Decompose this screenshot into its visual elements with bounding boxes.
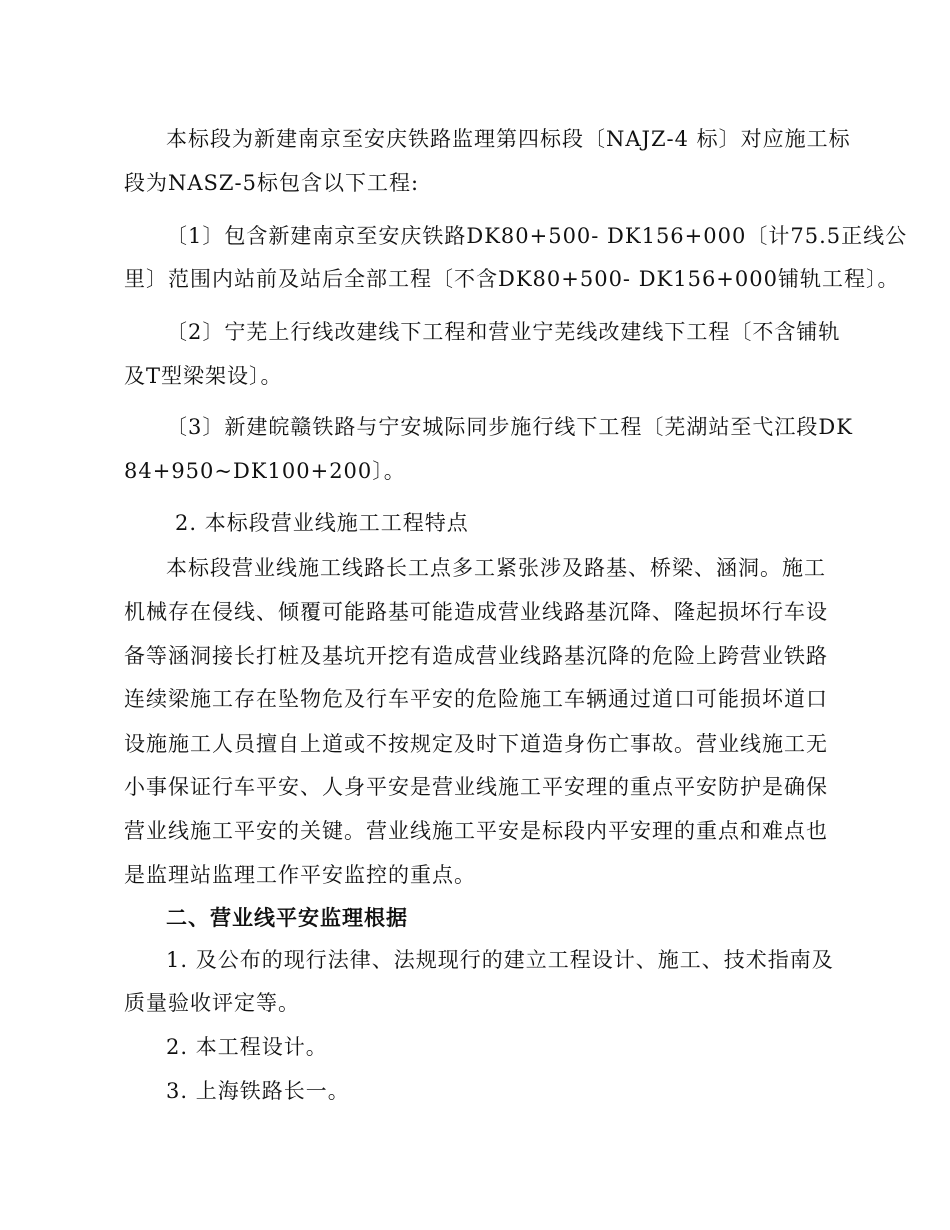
paragraph-line: 段为NASZ-5标包含以下工程: bbox=[124, 171, 420, 195]
list-item-line: 〔2〕宁芜上行线改建线下工程和营业宁芜线改建线下工程〔不含铺轨 bbox=[166, 320, 841, 344]
list-item-line: 及T型梁架设〕。 bbox=[124, 364, 283, 388]
paragraph-line: 设施施工人员擅自上道或不按规定及时下道造身伤亡事故。营业线施工无 bbox=[124, 732, 828, 756]
paragraph-line: 本标段为新建南京至安庆铁路监理第四标段〔NAJZ-4 标〕对应施工标 bbox=[166, 127, 851, 151]
paragraph-line: 是监理站监理工作平安监控的重点。 bbox=[124, 863, 476, 887]
list-item-line: 84+950~DK100+200〕。 bbox=[124, 459, 406, 483]
list-item-line: 里〕范围内站前及站后全部工程〔不含DK80+500- DK156+000铺轨工程〕。 bbox=[124, 267, 900, 291]
list-item-line: 质量验收评定等。 bbox=[124, 991, 300, 1015]
paragraph-line: 营业线施工平安的关键。营业线施工平安是标段内平安理的重点和难点也 bbox=[124, 819, 828, 843]
section-subtitle: 2. 本标段营业线施工工程特点 bbox=[175, 511, 469, 535]
paragraph-line: 机械存在侵线、倾覆可能路基可能造成营业线路基沉降、隆起损坏行车设 bbox=[124, 600, 828, 624]
paragraph-line: 本标段营业线施工线路长工点多工紧张涉及路基、桥梁、涵洞。施工 bbox=[166, 556, 826, 580]
paragraph-line: 备等涵洞接长打桩及基坑开挖有造成营业线路基沉降的危险上跨营业铁路 bbox=[124, 644, 828, 668]
list-item-line: 2. 本工程设计。 bbox=[166, 1035, 328, 1059]
list-item-line: 〔3〕新建皖赣铁路与宁安城际同步施行线下工程〔芜湖站至弋江段DK bbox=[166, 415, 853, 439]
list-item-line: 1. 及公布的现行法律、法规现行的建立工程设计、施工、技术指南及 bbox=[166, 948, 834, 972]
paragraph-line: 小事保证行车平安、人身平安是营业线施工平安理的重点平安防护是确保 bbox=[124, 775, 828, 799]
list-item-line: 3. 上海铁路长一。 bbox=[166, 1079, 350, 1103]
section-heading: 二、营业线平安监理根据 bbox=[166, 906, 408, 930]
list-item-line: 〔1〕包含新建南京至安庆铁路DK80+500- DK156+000〔计75.5正线公 bbox=[166, 224, 908, 248]
paragraph-line: 连续梁施工存在坠物危及行车平安的危险施工车辆通过道口可能损坏道口 bbox=[124, 687, 828, 711]
